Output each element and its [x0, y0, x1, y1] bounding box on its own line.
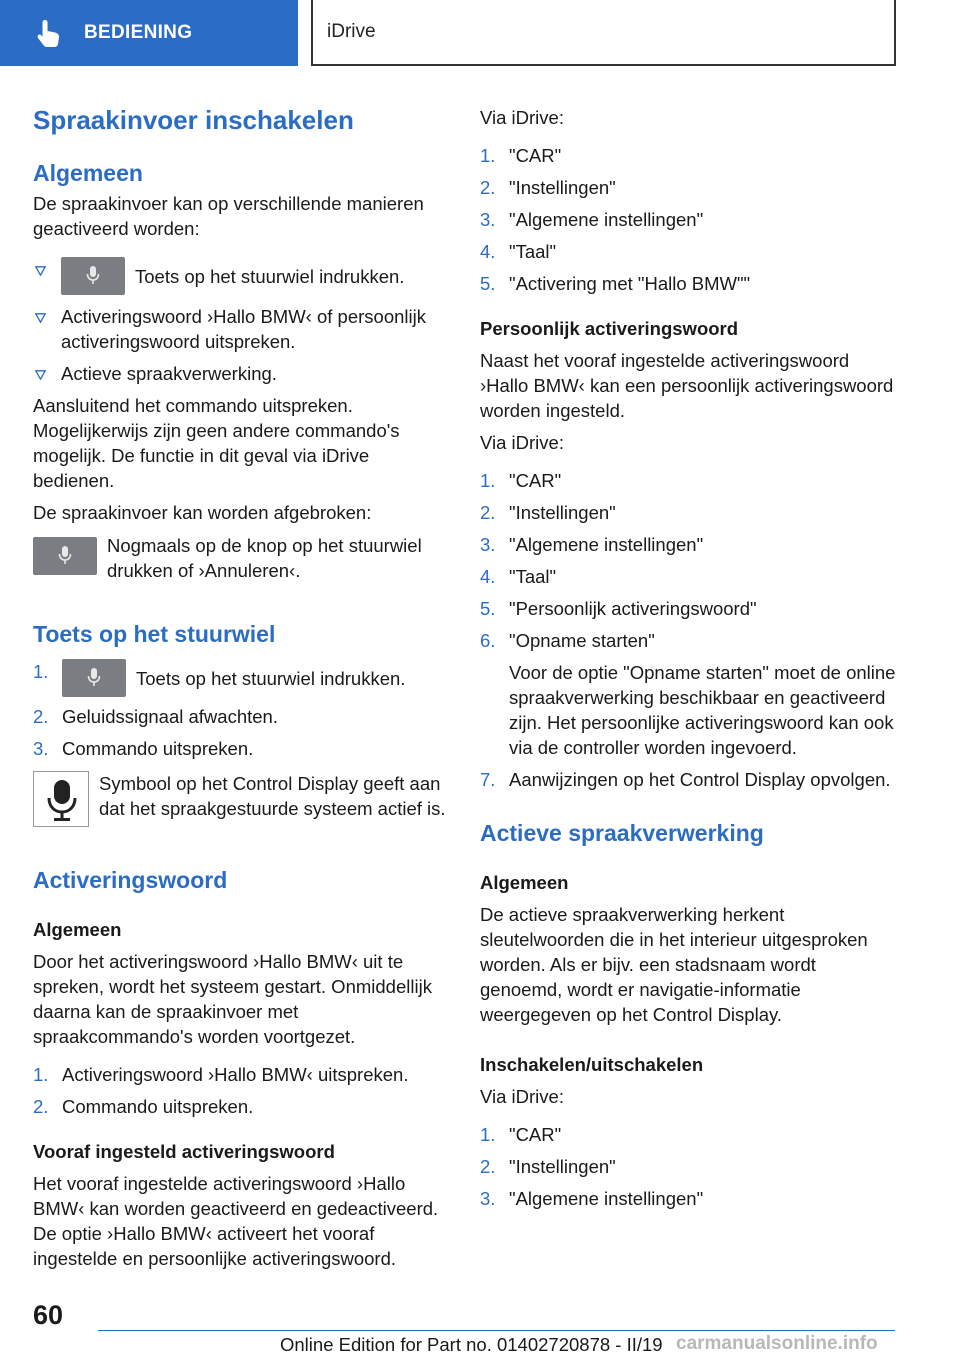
step-item — [480, 1122, 900, 1147]
step-text: Commando uitspreken. — [62, 738, 254, 759]
bullet-item — [33, 304, 451, 354]
subheading-inschakelen: Inschakelen/uitschakelen — [480, 1054, 704, 1075]
step-item — [480, 1186, 900, 1211]
symbol-row — [33, 771, 451, 827]
subheading-persoonlijk: Persoonlijk activeringswoord — [480, 318, 739, 339]
step-text: "CAR" — [509, 145, 562, 166]
step-item — [33, 704, 451, 729]
step-number: 5. — [480, 598, 496, 619]
vooraf-text: Het vooraf ingestelde activeringswoord ›Hallo BMW‹ kan worden geactiveerd en gedeactiveerd. De optie ›Hallo BMW‹ activeert het vooraf ingestelde en persoonlijke activeringswoord. — [33, 1173, 439, 1269]
actieve-text: De actieve spraakverwerking herkent sleutelwoorden die in het interieur uitgesproken worden. Als er bijv. een stadsnaam wordt genoemd, wordt er navigatie-informatie weergegeven op het Control Display. — [480, 904, 868, 1025]
step-item — [480, 207, 900, 232]
step-item — [33, 1094, 451, 1119]
persoonlijk-text: Naast het vooraf ingestelde activeringswoord ›Hallo BMW‹ kan een persoonlijk activeringswoord worden ingesteld. — [480, 350, 894, 421]
step-number: 1. — [480, 145, 496, 166]
subheading-vooraf: Vooraf ingesteld activeringswoord — [33, 1141, 335, 1162]
section-tab — [0, 0, 298, 66]
step-item — [480, 143, 900, 168]
step-item — [33, 736, 451, 761]
step-number: 5. — [480, 273, 496, 294]
subheading-algemeen: Algemeen — [33, 919, 122, 940]
step-item — [480, 500, 900, 525]
step-number: 4. — [480, 566, 496, 587]
step-number: 3. — [480, 1188, 496, 1209]
mic-button-icon — [62, 659, 126, 697]
step-item — [480, 175, 900, 200]
step-text: "Persoonlijk activeringswoord" — [509, 598, 757, 619]
step-number: 1. — [480, 470, 496, 491]
hand-pointer-icon — [36, 18, 62, 48]
activering-text: Door het activeringswoord ›Hallo BMW‹ uit te spreken, wordt het systeem gestart. Onmiddellijk daarna kan de spraakinvoer met spraakcommando's worden voortgezet. — [33, 951, 432, 1047]
step-item — [33, 659, 451, 697]
step-item — [480, 468, 900, 493]
triangle-bullet-icon — [35, 313, 46, 323]
chapter-box — [311, 0, 896, 66]
step-number: 1. — [480, 1124, 496, 1145]
step-number: 3. — [480, 209, 496, 230]
edition-text: Online Edition for Part no. 01402720878 - II/19 — [280, 1334, 663, 1355]
triangle-bullet-icon — [35, 266, 46, 276]
bullet-text: Activeringswoord ›Hallo BMW‹ of persoonlijk activeringswoord uitspreken. — [61, 306, 426, 352]
step-item — [480, 532, 900, 557]
step-text: "Taal" — [509, 566, 557, 587]
step-number: 2. — [480, 502, 496, 523]
step-text: Geluidssignaal afwachten. — [62, 706, 278, 727]
step-text: Commando uitspreken. — [62, 1096, 254, 1117]
symbol-text: Symbool op het Control Display geeft aan dat het spraakgestuurde systeem actief is. — [99, 773, 446, 819]
left-column — [33, 96, 451, 1271]
step-text: Toets op het stuurwiel indrukken. — [136, 668, 406, 689]
step-text: "CAR" — [509, 470, 562, 491]
step-text: "Algemene instellingen" — [509, 1188, 704, 1209]
intro-text: De spraakinvoer kan op verschillende manieren geactiveerd worden: — [33, 193, 424, 239]
step-text: "CAR" — [509, 1124, 562, 1145]
triangle-bullet-icon — [35, 370, 46, 380]
step-text: "Opname starten" — [509, 630, 655, 651]
step-number: 3. — [480, 534, 496, 555]
step-number: 7. — [480, 769, 496, 790]
step-item — [33, 1062, 451, 1087]
step-item — [480, 596, 900, 621]
via-idrive: Via iDrive: — [480, 432, 564, 453]
step-item — [480, 271, 900, 296]
right-column — [480, 96, 900, 1211]
bullet-text: Toets op het stuurwiel indrukken. — [135, 266, 405, 287]
step-note: Voor de optie "Opname starten" moet de online spraakverwerking beschikbaar en geactiveerd zijn. Het persoonlijke activeringswoord kan ook via de controller worden ingevoerd. — [509, 662, 896, 758]
bullet-item — [33, 257, 451, 295]
step-number: 1. — [33, 661, 49, 682]
step-number: 2. — [33, 1096, 49, 1117]
via-idrive: Via iDrive: — [480, 1086, 564, 1107]
step-text: "Activering met "Hallo BMW"" — [509, 273, 751, 294]
page-number: 60 — [33, 1300, 64, 1330]
mic-button-icon — [33, 537, 97, 575]
heading-actieve: Actieve spraakverwerking — [480, 820, 764, 846]
step-item — [480, 628, 900, 653]
step-text: Aanwijzingen op het Control Display opvolgen. — [509, 769, 891, 790]
step-text: "Algemene instellingen" — [509, 534, 704, 555]
section-label: BEDIENING — [84, 22, 193, 43]
voice-symbol-icon — [33, 771, 89, 827]
after-text: Aansluitend het commando uitspreken. Mogelijkerwijs zijn geen andere commando's mogelijk. De functie in dit geval via iDrive bedienen. — [33, 395, 400, 491]
step-text: Activeringswoord ›Hallo BMW‹ uitspreken. — [62, 1064, 409, 1085]
step-number: 1. — [33, 1064, 49, 1085]
footer-divider — [98, 1330, 895, 1331]
heading-algemeen: Algemeen — [33, 160, 143, 186]
chapter-label: iDrive — [327, 21, 376, 42]
step-text: "Taal" — [509, 241, 557, 262]
step-number: 2. — [33, 706, 49, 727]
step-item — [480, 767, 900, 792]
step-number: 4. — [480, 241, 496, 262]
mic-button-icon — [61, 257, 125, 295]
bullet-item — [33, 361, 451, 386]
step-text: "Instellingen" — [509, 177, 616, 198]
step-item — [480, 564, 900, 589]
cancel-intro: De spraakinvoer kan worden afgebroken: — [33, 502, 372, 523]
via-idrive: Via iDrive: — [480, 107, 564, 128]
heading-toets: Toets op het stuurwiel — [33, 621, 276, 647]
step-number: 6. — [480, 630, 496, 651]
step-text: "Algemene instellingen" — [509, 209, 704, 230]
heading-activering: Activeringswoord — [33, 867, 228, 893]
cancel-row — [33, 533, 451, 583]
step-number: 3. — [33, 738, 49, 759]
cancel-text: Nogmaals op de knop op het stuurwiel drukken of ›Annuleren‹. — [107, 535, 422, 581]
bullet-text: Actieve spraakverwerking. — [61, 363, 277, 384]
step-text: "Instellingen" — [509, 1156, 616, 1177]
subheading-algemeen: Algemeen — [480, 872, 569, 893]
watermark: carmanualsonline.info — [676, 1333, 878, 1354]
step-number: 2. — [480, 1156, 496, 1177]
page-title: Spraakinvoer inschakelen — [33, 105, 354, 135]
step-number: 2. — [480, 177, 496, 198]
step-item — [480, 1154, 900, 1179]
step-text: "Instellingen" — [509, 502, 616, 523]
step-item — [480, 239, 900, 264]
